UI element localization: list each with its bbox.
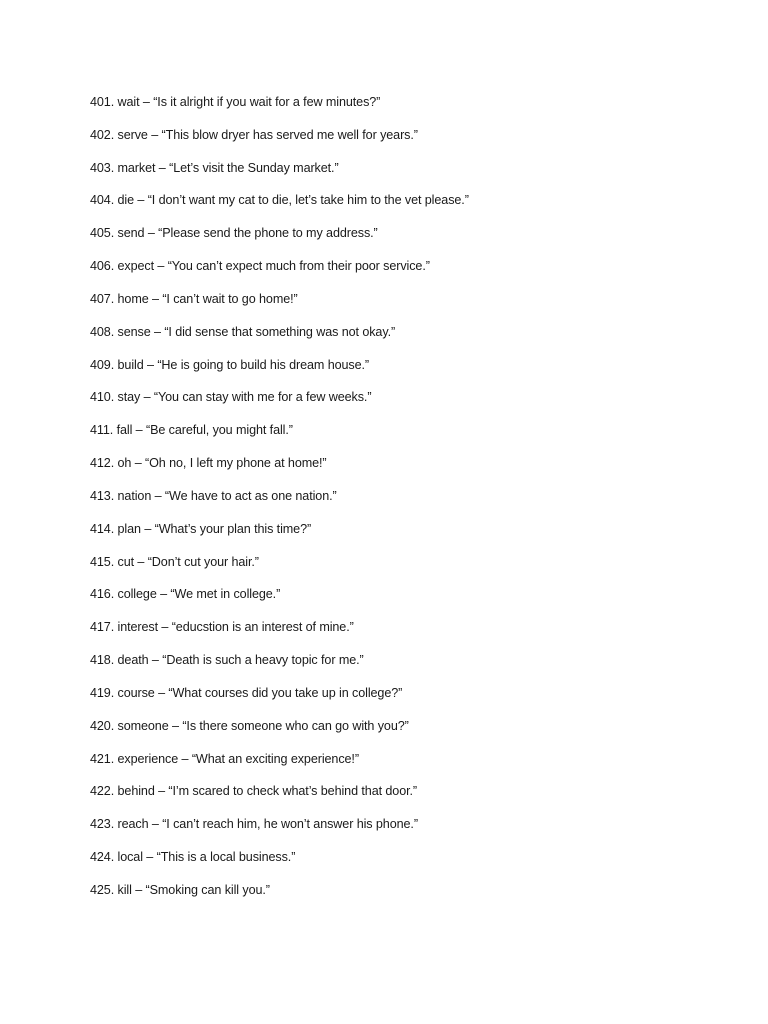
list-item: 405. send – “Please send the phone to my address.”: [90, 226, 378, 241]
list-item: 412. oh – “Oh no, I left my phone at home!”: [90, 456, 327, 471]
list-item: 420. someone – “Is there someone who can go with you?”: [90, 718, 409, 733]
list-item: 407. home – “I can’t wait to go home!”: [90, 291, 298, 306]
list-item: 416. college – “We met in college.”: [90, 587, 281, 602]
list-item: 421. experience – “What an exciting experience!”: [90, 751, 359, 766]
list-item: 425. kill – “Smoking can kill you.”: [90, 882, 270, 897]
list-item: 403. market – “Let’s visit the Sunday market.”: [90, 160, 339, 175]
list-item: 411. fall – “Be careful, you might fall.”: [90, 423, 293, 438]
list-item: 423. reach – “I can’t reach him, he won’t answer his phone.”: [90, 817, 418, 832]
list-item: 424. local – “This is a local business.”: [90, 850, 296, 865]
list-item: 402. serve – “This blow dryer has served me well for years.”: [90, 127, 418, 142]
list-item: 404. die – “I don’t want my cat to die, let’s take him to the vet please.”: [90, 193, 469, 208]
list-item: 408. sense – “I did sense that something was not okay.”: [90, 324, 396, 339]
list-item: 418. death – “Death is such a heavy topic for me.”: [90, 653, 364, 668]
list-item: 419. course – “What courses did you take up in college?”: [90, 685, 403, 700]
list-item: 406. expect – “You can’t expect much from their poor service.”: [90, 259, 430, 274]
list-item: 410. stay – “You can stay with me for a few weeks.”: [90, 390, 372, 405]
vocabulary-list: [90, 91, 730, 912]
list-item: 415. cut – “Don’t cut your hair.”: [90, 554, 259, 569]
list-item: 409. build – “He is going to build his dream house.”: [90, 357, 370, 372]
list-item: 417. interest – “educstion is an interest of mine.”: [90, 620, 354, 635]
list-item: 422. behind – “I’m scared to check what’s behind that door.”: [90, 784, 418, 799]
list-item: 414. plan – “What’s your plan this time?”: [90, 521, 312, 536]
list-item: 413. nation – “We have to act as one nation.”: [90, 488, 337, 503]
list-item: 401. wait – “Is it alright if you wait for a few minutes?”: [90, 95, 381, 109]
